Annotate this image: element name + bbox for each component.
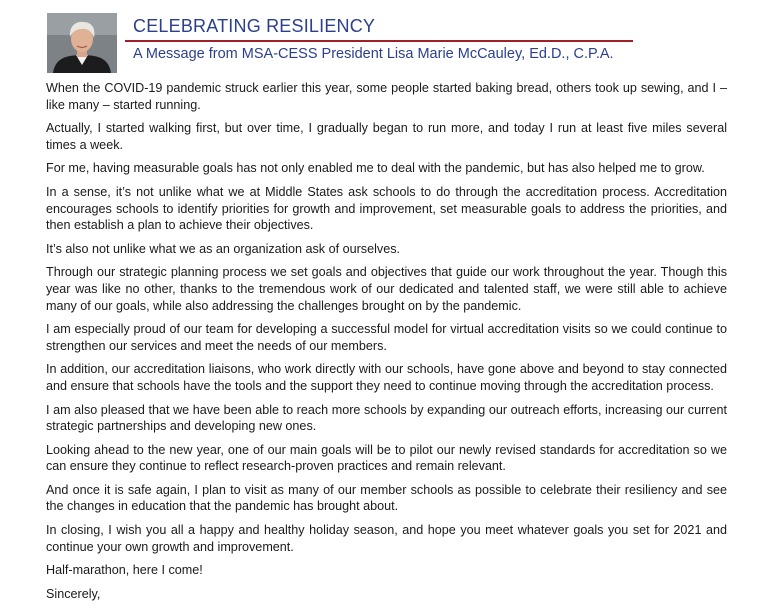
paragraph: Looking ahead to the new year, one of our main goals will be to pilot our newly revised standards for accreditation so we can ensure they continue to reflect research-proven practices and remain relevant. xyxy=(46,442,727,474)
paragraph: When the COVID-19 pandemic struck earlier this year, some people started baking bread, others took up sewing, and I – like many – started running. xyxy=(46,81,727,112)
paragraph: Half-marathon, here I come! xyxy=(46,563,203,578)
page-subtitle: A Message from MSA-CESS President Lisa Marie McCauley, Ed.D., C.P.A. xyxy=(133,46,614,62)
closing-salutation: Sincerely, xyxy=(46,586,101,601)
paragraph: I am also pleased that we have been able to reach more schools by expanding our outreach efforts, increasing our current strategic partnerships and developing new ones. xyxy=(46,402,727,434)
paragraph: In addition, our accreditation liaisons, who work directly with our schools, have gone above and beyond to stay connected and ensure that schools have the tools and the support they need to continue moving through the accreditation process. xyxy=(46,362,727,393)
page-title: CELEBRATING RESILIENCY xyxy=(133,16,376,36)
paragraph: Through our strategic planning process we set goals and objectives that guide our work throughout the year. Though this year was like no other, thanks to the tremendous work of our dedicated and talented staff, we were still able to achieve many of our goals, while also addressing the challenges brought on by the pandemic. xyxy=(46,265,727,313)
paragraph: I am especially proud of our team for developing a successful model for virtual accreditation visits so we could continue to strengthen our services and meet the needs of our members. xyxy=(46,322,727,353)
author-portrait xyxy=(47,13,117,73)
paragraph: In a sense, it’s not unlike what we at Middle States ask schools to do through the accreditation process. Accreditation encourages schools to identify priorities for growth and improvement, set measurable goals to address the priorities, and then establish a plan to achieve their objectives. xyxy=(46,184,727,233)
paragraph: It’s also not unlike what we as an organization ask of ourselves. xyxy=(46,241,400,256)
paragraph: In closing, I wish you all a happy and healthy holiday season, and hope you meet whatever goals you set for 2021 and continue your own growth and improvement. xyxy=(46,523,727,554)
title-divider xyxy=(125,40,633,42)
paragraph: And once it is safe again, I plan to visit as many of our member schools as possible to celebrate their resiliency and see the changes in education that the pandemic has brought about. xyxy=(46,482,727,514)
message-header xyxy=(47,13,737,73)
letter-body xyxy=(46,80,727,609)
paragraph: For me, having measurable goals has not only enabled me to deal with the pandemic, but has also helped me to grow. xyxy=(46,161,705,176)
paragraph: Actually, I started walking first, but over time, I gradually began to run more, and today I run at least five miles several times a week. xyxy=(46,121,727,152)
